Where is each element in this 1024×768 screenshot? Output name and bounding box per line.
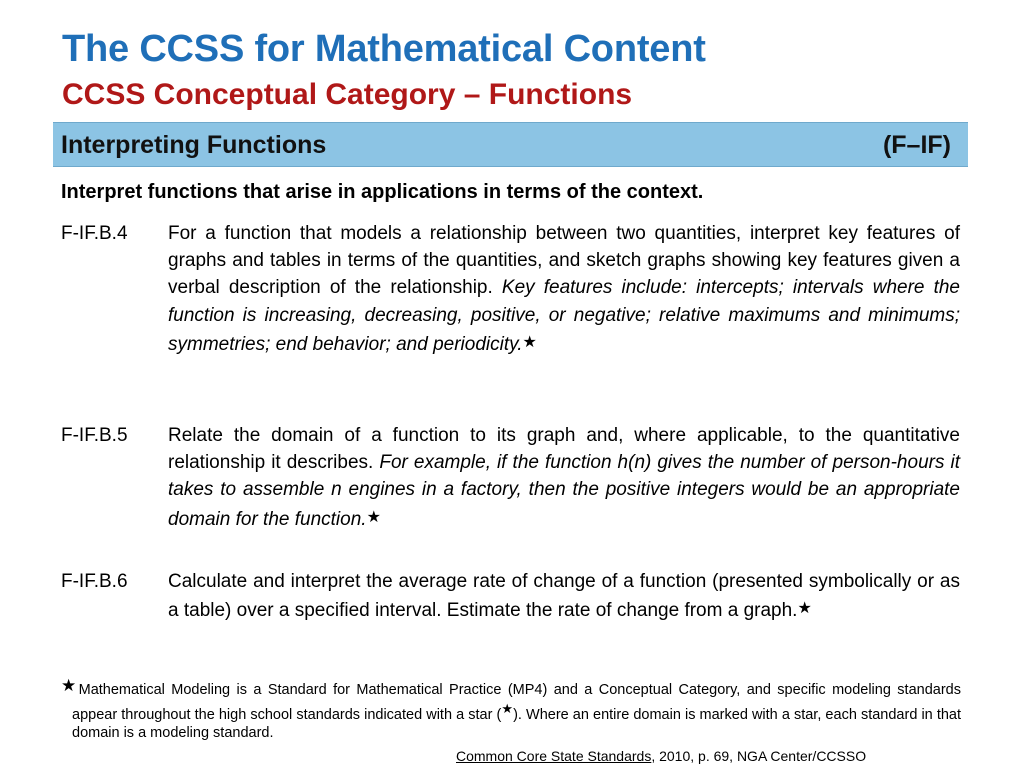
domain-code: (F–IF): [882, 131, 951, 159]
standard-text: [168, 422, 960, 533]
domain-name: Interpreting Functions: [61, 131, 327, 159]
standard-code: F-IF.B.5: [61, 425, 128, 446]
modeling-star-icon: ★: [522, 333, 537, 351]
footnote-text-1: Mathematical Modeling is a Standard for Mathematical Practice (MP4) and a Conceptual Category, and specific modeling standards appear throughout the high school standards indicated with a star (: [72, 682, 961, 723]
cluster-heading: Interpret functions that arise in applications in terms of the context.: [61, 181, 704, 203]
inline-star-icon: ★: [501, 700, 514, 716]
footnote-text-2: ). Where an entire domain is marked with a star, each standard in that domain is a modeling standard.: [72, 706, 962, 741]
citation: [456, 748, 866, 764]
standard-text: [168, 220, 960, 358]
modeling-star-icon: ★: [366, 508, 381, 526]
standard-text: [168, 568, 960, 624]
citation-rest: , 2010, p. 69, NGA Center/CCSSO: [651, 748, 867, 764]
standard-code: F-IF.B.6: [61, 571, 128, 592]
standard-body: For a function that models a relationship between two quantities, interpret key features of graphs and tables in terms of the quantities, and sketch graphs showing key features given a verbal description of the relationship.: [168, 223, 960, 299]
standard-example: For example, if the function h(n) gives the number of person-hours it takes to assemble n engines in a factory, then the positive integers would be an appropriate domain for the function.: [168, 452, 960, 530]
standard-example: Key features include: intercepts; intervals where the function is increasing, decreasing, positive, or negative; relative maximums and minimums; symmetries; end behavior; and periodicity.: [168, 277, 960, 355]
footnote-star-icon: ★: [61, 676, 79, 695]
standard-body: Calculate and interpret the average rate of change of a function (presented symbolically or as a table) over a specified interval. Estimate the rate of change from a graph.: [168, 571, 960, 622]
standard-code: F-IF.B.4: [61, 223, 128, 244]
page-title: The CCSS for Mathematical Content: [62, 28, 706, 70]
ccss-link[interactable]: Common Core State Standards: [456, 748, 652, 764]
standard-body: Relate the domain of a function to its graph and, where applicable, to the quantitative relationship it describes.: [168, 425, 960, 474]
domain-banner: [53, 122, 968, 167]
modeling-footnote: [61, 677, 961, 743]
page-subtitle: CCSS Conceptual Category – Functions: [62, 78, 633, 111]
modeling-star-icon: ★: [797, 600, 812, 618]
